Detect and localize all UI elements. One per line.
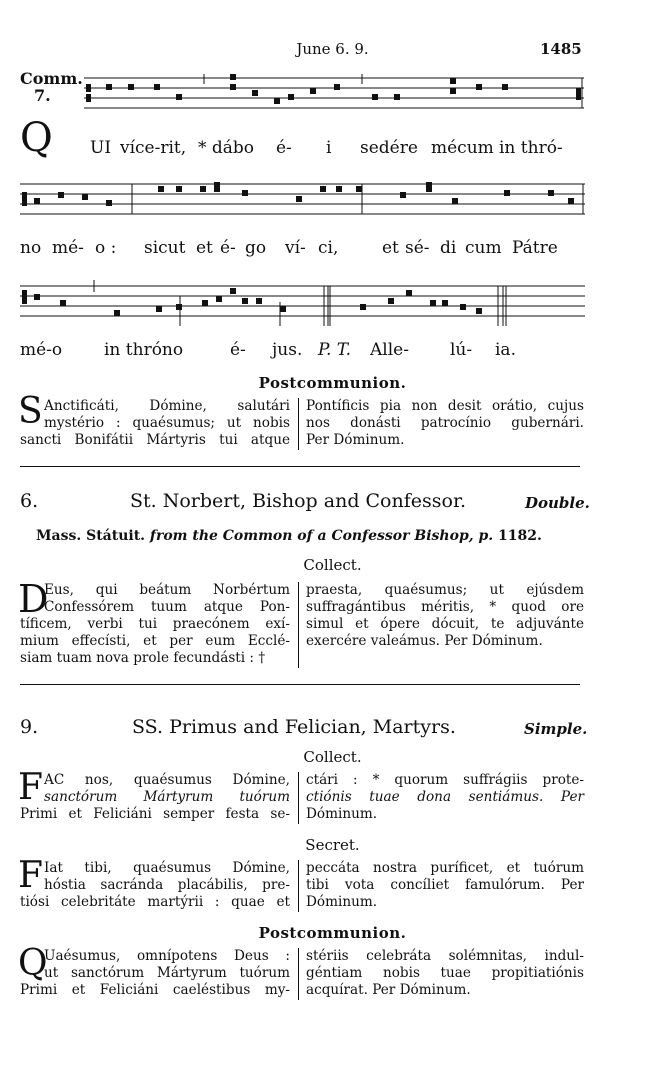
lyric-syllable: di bbox=[440, 238, 457, 258]
lyric-syllable: sicut bbox=[144, 238, 186, 258]
postcommunion-heading: Postcommunion. bbox=[258, 374, 407, 392]
collect-initial: D bbox=[18, 577, 49, 621]
lyric-syllable: jus. bbox=[272, 340, 303, 360]
lyric-syllable: mé- bbox=[52, 238, 84, 258]
mass-reference bbox=[36, 528, 542, 544]
feast-title: St. Norbert, Bishop and Confessor. bbox=[130, 490, 466, 512]
lyric-syllable: mé-o bbox=[20, 340, 63, 360]
lyric-syllable: go bbox=[245, 238, 267, 258]
text-line: siam tuam nova prole fecundásti : † bbox=[20, 650, 266, 666]
chant-staff-3 bbox=[20, 280, 585, 326]
lyric-syllable: é- bbox=[276, 138, 292, 158]
collect-right-column bbox=[306, 582, 584, 650]
column-divider bbox=[298, 948, 299, 1000]
collect-left-column bbox=[18, 767, 290, 823]
lyric-syllable: lú- bbox=[450, 340, 473, 360]
postcommunion-left-column bbox=[18, 943, 290, 999]
lyric-syllable: UI bbox=[90, 138, 112, 158]
feast-title: SS. Primus and Felician, Martyrs. bbox=[132, 716, 456, 738]
lyric-syllable: in thró- bbox=[499, 138, 563, 158]
column-divider bbox=[298, 860, 299, 912]
page-number: 1485 bbox=[540, 40, 582, 58]
lyric-syllable: o : bbox=[95, 238, 117, 258]
column-divider bbox=[298, 398, 299, 450]
communion-label-text: Comm. bbox=[20, 69, 83, 88]
feast-rank: Double. bbox=[525, 494, 590, 512]
chant-staff-2 bbox=[20, 178, 585, 224]
lyric-syllable: sé- bbox=[405, 238, 430, 258]
text-line: mystério : quaésumus; ut nobis bbox=[44, 415, 290, 431]
lyric-syllable: é- bbox=[230, 340, 246, 360]
text-line: nos donásti patrocínio gubernári. bbox=[306, 415, 584, 431]
communion-initial: Q bbox=[20, 115, 53, 161]
lyrics-line-1 bbox=[0, 138, 665, 160]
secret-left-column bbox=[18, 855, 290, 911]
section-divider bbox=[20, 466, 580, 467]
section-divider bbox=[20, 684, 580, 685]
text-line: suffragántibus méritis, * quod ore bbox=[306, 599, 584, 615]
text-line: sancti Bonifátii Mártyris tui atque bbox=[20, 432, 290, 448]
text-line: tíficem, verbi tui praecónem exí- bbox=[20, 616, 290, 632]
communion-number: 7. bbox=[34, 86, 51, 105]
text-line: géntiam nobis tuae propitiatiónis bbox=[306, 965, 584, 981]
text-line: stériis celebráta solémnitas, indul- bbox=[306, 948, 584, 964]
feast-rank: Simple. bbox=[524, 720, 588, 738]
postcommunion-left-column bbox=[20, 398, 290, 449]
feast-day-number: 6. bbox=[20, 490, 39, 512]
lyric-syllable: i bbox=[326, 138, 332, 158]
text-line: Pontíficis pia non desit orátio, cujus bbox=[306, 398, 584, 414]
text-line: tibi vota concíliet famulórum. Per bbox=[306, 877, 584, 893]
mass-common-reference: from the Common of a Confessor Bishop, p. bbox=[149, 528, 494, 544]
lyric-syllable: P. T. bbox=[318, 340, 352, 360]
chant-staff-1 bbox=[84, 70, 584, 116]
postcommunion-initial: S bbox=[18, 391, 43, 432]
lyric-syllable: in thróno bbox=[104, 340, 184, 360]
lyric-syllable: ví- bbox=[285, 238, 306, 258]
mass-prefix: Mass. bbox=[36, 528, 82, 544]
lyric-syllable: ci, bbox=[318, 238, 339, 258]
text-line: exercére valeámus. Per Dóminum. bbox=[306, 633, 543, 649]
text-line: praesta, quaésumus; ut ejúsdem bbox=[306, 582, 584, 598]
text-line: ctári : * quorum suffrágiis prote- bbox=[306, 772, 584, 788]
text-line: Primi et Feliciáni caeléstibus my- bbox=[20, 982, 290, 998]
text-line: Per Dóminum. bbox=[306, 432, 405, 448]
text-line: Dóminum. bbox=[306, 894, 378, 910]
secret-initial: F bbox=[18, 855, 43, 896]
text-line: acquírat. Per Dóminum. bbox=[306, 982, 471, 998]
lyric-syllable: et bbox=[196, 238, 213, 258]
postcommunion-right-column bbox=[306, 948, 584, 999]
postcommunion-right-column bbox=[306, 398, 584, 449]
text-line: Eus, qui beátum Norbértum bbox=[44, 582, 290, 598]
feast-day-number: 9. bbox=[20, 716, 39, 738]
collect-initial: F bbox=[18, 767, 43, 808]
text-line: AC nos, quaésumus Dómine, bbox=[44, 772, 290, 788]
lyric-syllable: é- bbox=[220, 238, 236, 258]
text-line: Dóminum. bbox=[306, 806, 378, 822]
lyrics-line-3 bbox=[0, 340, 665, 364]
text-line: Uaésumus, omnípotens Deus : bbox=[44, 948, 290, 964]
text-line: simul et ópere dócuit, te adjuvánte bbox=[306, 616, 584, 632]
lyric-syllable: Alle- bbox=[370, 340, 409, 360]
lyric-syllable: více-rit, bbox=[120, 138, 187, 158]
text-line: ctiónis tuae dona sentiámus. Per bbox=[306, 789, 584, 805]
text-line: Confessórem tuum atque Pon- bbox=[44, 599, 290, 615]
lyric-syllable: mécum bbox=[431, 138, 494, 158]
collect-left-column bbox=[18, 577, 290, 667]
collect-heading: Collect. bbox=[303, 748, 362, 766]
lyric-syllable: sedére bbox=[360, 138, 418, 158]
communion-label bbox=[20, 70, 83, 104]
secret-heading: Secret. bbox=[305, 836, 360, 854]
column-divider bbox=[298, 582, 299, 668]
text-line: Anctificáti, Dómine, salutári bbox=[44, 398, 290, 414]
postcommunion-initial: Q bbox=[18, 943, 48, 984]
secret-right-column bbox=[306, 860, 584, 911]
text-line: ut sanctórum Mártyrum tuórum bbox=[44, 965, 290, 981]
lyric-syllable: cum bbox=[465, 238, 502, 258]
mass-introit: Státuit. bbox=[86, 528, 146, 544]
mass-page: 1182. bbox=[498, 528, 542, 544]
lyric-syllable: no bbox=[20, 238, 42, 258]
running-date: June 6. 9. bbox=[296, 40, 369, 58]
text-line: peccáta nostra puríficet, et tuórum bbox=[306, 860, 584, 876]
lyric-syllable: * dábo bbox=[198, 138, 255, 158]
text-line: tiósi celebritáte martýrii : quae et bbox=[20, 894, 290, 910]
collect-heading: Collect. bbox=[303, 556, 362, 574]
text-line: sanctórum Mártyrum tuórum bbox=[44, 789, 290, 805]
lyric-syllable: et bbox=[382, 238, 399, 258]
text-line: mium effecísti, et per eum Ecclé- bbox=[20, 633, 290, 649]
text-line: hóstia sacránda placábilis, pre- bbox=[44, 877, 290, 893]
text-line: Iat tibi, quaésumus Dómine, bbox=[44, 860, 290, 876]
lyric-syllable: Pátre bbox=[512, 238, 558, 258]
column-divider bbox=[298, 772, 299, 824]
postcommunion-heading: Postcommunion. bbox=[258, 924, 407, 942]
text-line: Primi et Feliciáni semper festa se- bbox=[20, 806, 290, 822]
collect-right-column bbox=[306, 772, 584, 823]
lyric-syllable: ia. bbox=[495, 340, 516, 360]
lyrics-line-2 bbox=[0, 238, 665, 260]
